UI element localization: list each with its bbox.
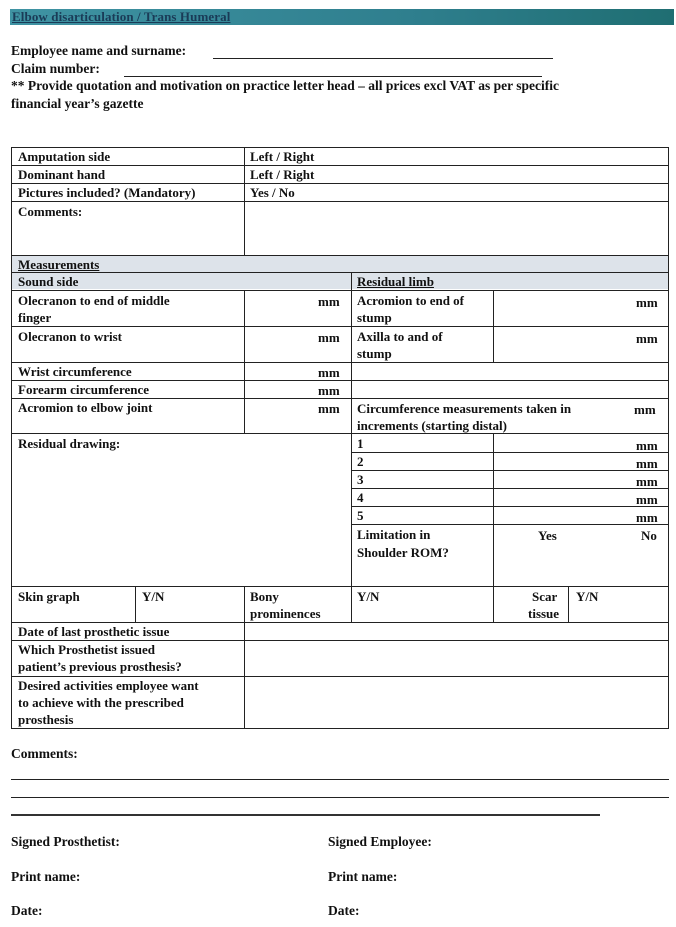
wrist-circumference-label: Wrist circumference [18, 364, 132, 379]
date-last-issue-label: Date of last prosthetic issue [18, 624, 170, 639]
previous-prosthetist-field[interactable] [245, 641, 667, 675]
bony-prominences-yn[interactable]: Y/N [357, 589, 380, 604]
unit-mm: mm [318, 383, 340, 398]
unit-mm: mm [318, 294, 340, 309]
amputation-side-label: Amputation side [18, 149, 111, 164]
amputation-side-options[interactable]: Left / Right [250, 149, 315, 164]
limitation-yes-option[interactable]: Yes [538, 528, 557, 543]
desired-activities-label-2: to achieve with the prescribed [18, 695, 184, 710]
footer-comments-label: Comments: [11, 746, 78, 761]
increment-1: 1 [357, 436, 364, 451]
circumference-note-2: increments (starting distal) [357, 418, 507, 433]
comments-label: Comments: [18, 204, 83, 219]
dominant-hand-label: Dominant hand [18, 167, 106, 182]
scar-tissue-label-2: tissue [528, 606, 560, 621]
unit-mm: mm [636, 331, 658, 346]
footer-comments-line-2[interactable] [11, 797, 669, 798]
increment-5: 5 [357, 508, 364, 523]
increment-4: 4 [357, 490, 364, 505]
date-last-issue-field[interactable] [245, 623, 667, 639]
claim-number-field[interactable] [124, 76, 542, 77]
prosthetist-date-label: Date: [11, 903, 43, 918]
residual-limb-heading: Residual limb [357, 274, 434, 289]
olecranon-wrist-label: Olecranon to wrist [18, 329, 122, 344]
forearm-circumference-label: Forearm circumference [18, 382, 150, 397]
footer-comments-line-3[interactable] [11, 814, 600, 816]
dominant-hand-options[interactable]: Left / Right [250, 167, 315, 182]
form-title-banner [10, 9, 674, 25]
unit-mm: mm [318, 330, 340, 345]
bony-prominences-label-2: prominences [250, 606, 321, 621]
axilla-stump-label-1: Axilla to and of [357, 329, 443, 344]
olecranon-finger-label-2: finger [18, 310, 52, 325]
acromion-elbow-label: Acromion to elbow joint [18, 400, 153, 415]
scar-tissue-yn[interactable]: Y/N [576, 589, 599, 604]
unit-mm: mm [636, 438, 658, 453]
unit-mm: mm [636, 492, 658, 507]
limitation-label-2: Shoulder ROM? [357, 545, 449, 560]
scar-tissue-label-1: Scar [532, 589, 558, 604]
desired-activities-label-3: prosthesis [18, 712, 74, 727]
increment-2: 2 [357, 454, 364, 469]
measurements-heading: Measurements [18, 257, 100, 272]
acromion-end-label-2: stump [357, 310, 392, 325]
sound-side-heading: Sound side [18, 274, 79, 289]
axilla-stump-label-2: stump [357, 346, 392, 361]
residual-drawing-area[interactable] [12, 452, 350, 585]
bony-prominences-label-1: Bony [250, 589, 279, 604]
employee-date-label: Date: [328, 903, 360, 918]
unit-mm: mm [636, 474, 658, 489]
previous-prosthetist-label-2: patient’s previous prosthesis? [18, 659, 182, 674]
desired-activities-field[interactable] [245, 677, 667, 727]
signed-employee-label: Signed Employee: [328, 834, 432, 849]
unit-mm: mm [636, 295, 658, 310]
note-line-1: ** Provide quotation and motivation on practice letter head – all prices excl VAT as per specific [11, 78, 559, 93]
skin-graph-yn[interactable]: Y/N [142, 589, 165, 604]
desired-activities-label-1: Desired activities employee want [18, 678, 199, 693]
limitation-no-option[interactable]: No [641, 528, 657, 543]
claim-number-label: Claim number: [11, 61, 100, 76]
unit-mm: mm [634, 402, 656, 417]
increment-3: 3 [357, 472, 364, 487]
acromion-end-label-1: Acromion to end of [357, 293, 465, 308]
skin-graph-label: Skin graph [18, 589, 80, 604]
pictures-included-label: Pictures included? (Mandatory) [18, 185, 196, 200]
employee-name-field[interactable] [213, 58, 553, 59]
unit-mm: mm [318, 365, 340, 380]
unit-mm: mm [636, 510, 658, 525]
comments-field[interactable] [245, 202, 667, 254]
unit-mm: mm [318, 401, 340, 416]
form-title: Elbow disarticulation / Trans Humeral [12, 9, 231, 24]
measurements-band [11, 256, 668, 272]
prosthetist-print-name-label: Print name: [11, 869, 81, 884]
pictures-included-options[interactable]: Yes / No [250, 185, 295, 200]
limitation-label-1: Limitation in [357, 527, 431, 542]
employee-name-label: Employee name and surname: [11, 43, 187, 58]
residual-drawing-label: Residual drawing: [18, 436, 121, 451]
unit-mm: mm [636, 456, 658, 471]
footer-comments-line-1[interactable] [11, 779, 669, 780]
note-line-2: financial year’s gazette [11, 96, 144, 111]
employee-print-name-label: Print name: [328, 869, 398, 884]
olecranon-finger-label-1: Olecranon to end of middle [18, 293, 170, 308]
signed-prosthetist-label: Signed Prosthetist: [11, 834, 120, 849]
previous-prosthetist-label-1: Which Prosthetist issued [18, 642, 155, 657]
circumference-note-1: Circumference measurements taken in [357, 401, 572, 416]
